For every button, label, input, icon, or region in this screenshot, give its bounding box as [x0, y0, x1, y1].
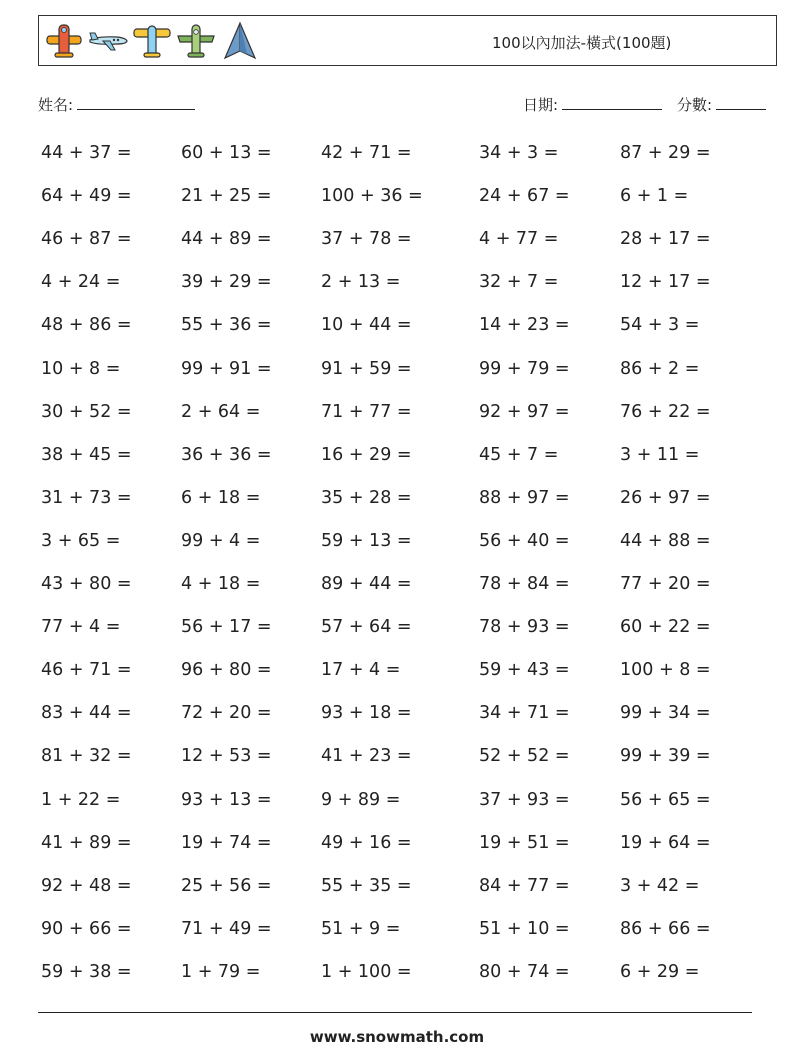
date-blank[interactable]: [562, 95, 662, 110]
problem-item: 12 + 53 =: [181, 746, 272, 767]
problem-item: 25 + 56 =: [181, 875, 272, 896]
problem-item: 99 + 4 =: [181, 530, 261, 551]
problem-item: 71 + 77 =: [321, 401, 412, 422]
problem-item: 56 + 17 =: [181, 617, 272, 638]
date-label: 日期:: [523, 96, 559, 114]
problem-item: 19 + 51 =: [479, 832, 570, 853]
problem-item: 84 + 77 =: [479, 875, 570, 896]
problem-item: 52 + 52 =: [479, 746, 570, 767]
problem-item: 16 + 29 =: [321, 444, 412, 465]
problem-item: 86 + 66 =: [620, 918, 711, 939]
problem-item: 21 + 25 =: [181, 186, 272, 207]
name-field: [38, 94, 195, 115]
footer-website: www.snowmath.com: [309, 1028, 485, 1046]
score-field: [677, 94, 766, 115]
problem-item: 9 + 89 =: [321, 789, 401, 810]
problem-item: 48 + 86 =: [41, 315, 132, 336]
problem-item: 92 + 48 =: [41, 875, 132, 896]
problem-item: 45 + 7 =: [479, 444, 559, 465]
problem-item: 77 + 20 =: [620, 574, 711, 594]
problem-item: 19 + 74 =: [181, 832, 272, 853]
problem-item: 49 + 16 =: [321, 832, 412, 853]
problem-item: 59 + 43 =: [479, 660, 570, 681]
problem-item: 10 + 44 =: [321, 315, 412, 336]
problem-item: 71 + 49 =: [181, 918, 272, 939]
problem-item: 24 + 67 =: [479, 186, 570, 207]
problem-item: 2 + 13 =: [321, 272, 401, 293]
problem-item: 19 + 64 =: [620, 832, 711, 853]
problem-item: 54 + 3 =: [620, 315, 700, 336]
page-title: 100以內加法-橫式(100題): [492, 34, 672, 52]
problem-item: 44 + 88 =: [620, 530, 711, 551]
problem-item: 34 + 71 =: [479, 703, 570, 724]
airplane-icons: [43, 19, 261, 63]
problem-item: 1 + 100 =: [321, 961, 412, 982]
problem-item: 90 + 66 =: [41, 918, 132, 939]
green-airplane-icon: [175, 20, 217, 62]
footer-divider: [38, 1012, 752, 1013]
problem-item: 96 + 80 =: [181, 660, 272, 681]
problem-item: 38 + 45 =: [41, 444, 132, 465]
problem-item: 100 + 8 =: [620, 660, 711, 681]
problem-item: 44 + 89 =: [181, 229, 272, 250]
problem-item: 80 + 74 =: [479, 961, 570, 982]
problem-item: 14 + 23 =: [479, 315, 570, 336]
problem-item: 31 + 73 =: [41, 487, 132, 508]
problem-item: 99 + 34 =: [620, 703, 711, 724]
yellow-airplane-icon: [131, 20, 173, 62]
problem-item: 44 + 37 =: [41, 143, 132, 163]
name-blank[interactable]: [77, 95, 195, 110]
problem-item: 10 + 8 =: [41, 358, 121, 379]
problem-item: 4 + 24 =: [41, 272, 121, 293]
problem-item: 93 + 13 =: [181, 789, 272, 810]
problem-item: 17 + 4 =: [321, 660, 401, 681]
problem-item: 12 + 17 =: [620, 272, 711, 293]
problem-item: 59 + 13 =: [321, 530, 412, 551]
problem-item: 93 + 18 =: [321, 703, 412, 724]
problem-item: 55 + 36 =: [181, 315, 272, 336]
problem-item: 78 + 93 =: [479, 617, 570, 638]
problem-item: 4 + 77 =: [479, 229, 559, 250]
problem-item: 86 + 2 =: [620, 358, 700, 379]
problem-item: 42 + 71 =: [321, 143, 412, 163]
problem-item: 28 + 17 =: [620, 229, 711, 250]
problem-item: 91 + 59 =: [321, 358, 412, 379]
problem-item: 6 + 1 =: [620, 186, 689, 207]
light-blue-jet-icon: [87, 20, 129, 62]
problem-item: 37 + 78 =: [321, 229, 412, 250]
problem-item: 41 + 23 =: [321, 746, 412, 767]
problem-item: 43 + 80 =: [41, 574, 132, 594]
problem-item: 46 + 71 =: [41, 660, 132, 681]
problem-item: 100 + 36 =: [321, 186, 423, 207]
date-field: [523, 94, 662, 115]
problem-item: 99 + 91 =: [181, 358, 272, 379]
blue-paper-plane-icon: [219, 20, 261, 62]
problem-item: 3 + 42 =: [620, 875, 700, 896]
problem-item: 32 + 7 =: [479, 272, 559, 293]
problem-item: 89 + 44 =: [321, 574, 412, 594]
problem-item: 3 + 11 =: [620, 444, 700, 465]
problem-item: 37 + 93 =: [479, 789, 570, 810]
problem-item: 30 + 52 =: [41, 401, 132, 422]
problem-item: 60 + 22 =: [620, 617, 711, 638]
problem-item: 46 + 87 =: [41, 229, 132, 250]
problem-item: 39 + 29 =: [181, 272, 272, 293]
problem-item: 6 + 29 =: [620, 961, 700, 982]
problem-item: 56 + 65 =: [620, 789, 711, 810]
orange-airplane-icon: [43, 20, 85, 62]
problem-item: 83 + 44 =: [41, 703, 132, 724]
name-label: 姓名:: [38, 96, 74, 114]
problem-item: 64 + 49 =: [41, 186, 132, 207]
problem-item: 59 + 38 =: [41, 961, 132, 982]
problem-item: 99 + 79 =: [479, 358, 570, 379]
problem-item: 2 + 64 =: [181, 401, 261, 422]
problem-item: 77 + 4 =: [41, 617, 121, 638]
problem-item: 76 + 22 =: [620, 401, 711, 422]
problem-item: 51 + 9 =: [321, 918, 401, 939]
problem-item: 60 + 13 =: [181, 143, 272, 163]
problem-item: 41 + 89 =: [41, 832, 132, 853]
problem-item: 36 + 36 =: [181, 444, 272, 465]
problem-item: 51 + 10 =: [479, 918, 570, 939]
problem-item: 72 + 20 =: [181, 703, 272, 724]
problem-item: 35 + 28 =: [321, 487, 412, 508]
problem-item: 1 + 79 =: [181, 961, 261, 982]
problem-item: 78 + 84 =: [479, 574, 570, 594]
problem-item: 88 + 97 =: [479, 487, 570, 508]
problem-item: 57 + 64 =: [321, 617, 412, 638]
problem-item: 92 + 97 =: [479, 401, 570, 422]
problem-item: 55 + 35 =: [321, 875, 412, 896]
score-blank[interactable]: [716, 95, 766, 110]
problem-item: 3 + 65 =: [41, 530, 121, 551]
problem-item: 26 + 97 =: [620, 487, 711, 508]
problem-item: 56 + 40 =: [479, 530, 570, 551]
problem-item: 4 + 18 =: [181, 574, 261, 594]
problem-item: 1 + 22 =: [41, 789, 121, 810]
worksheet-header: [38, 15, 777, 66]
problem-item: 99 + 39 =: [620, 746, 711, 767]
problem-item: 81 + 32 =: [41, 746, 132, 767]
problem-item: 6 + 18 =: [181, 487, 261, 508]
problem-item: 34 + 3 =: [479, 143, 559, 163]
score-label: 分數:: [677, 96, 713, 114]
problem-item: 87 + 29 =: [620, 143, 711, 163]
